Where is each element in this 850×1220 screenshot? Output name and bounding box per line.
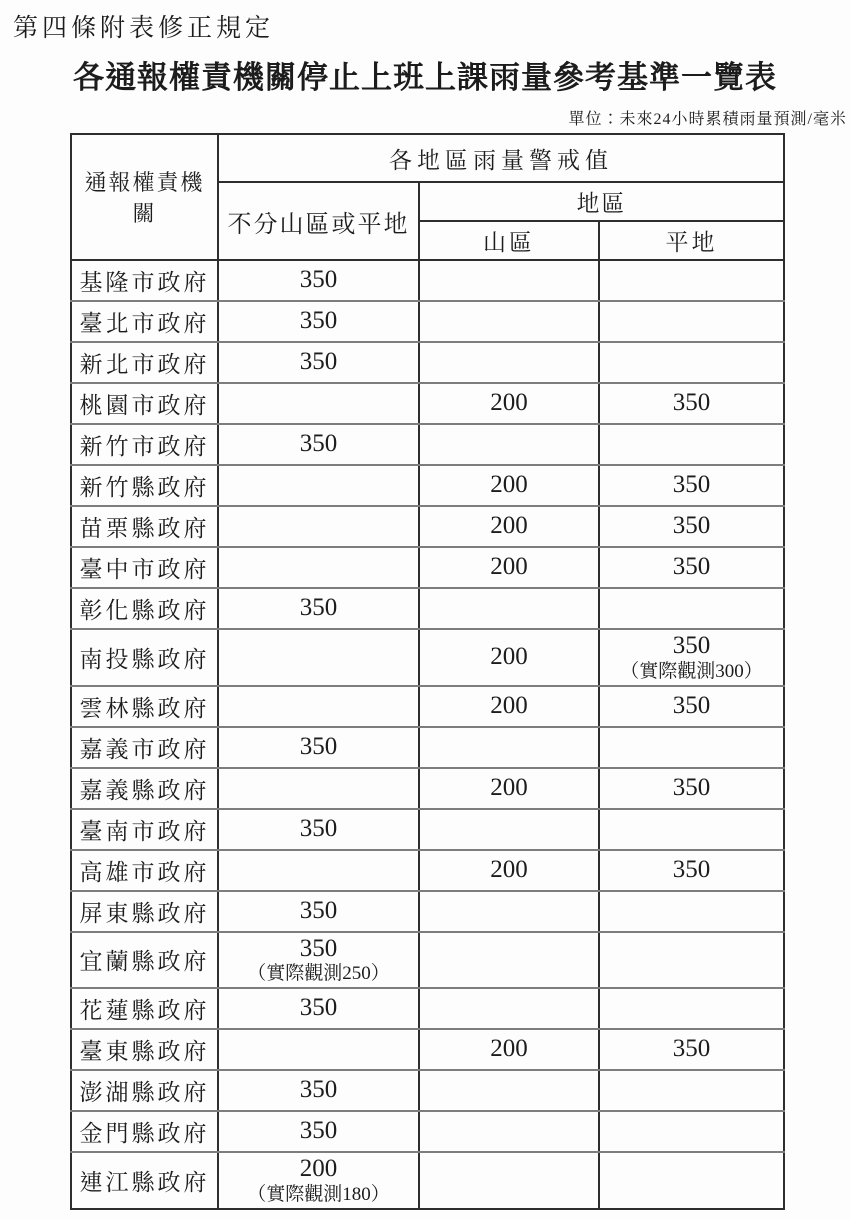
authority-name: 高雄市政府 [79, 859, 210, 885]
rain-value: 200 [490, 855, 528, 883]
authority-cell [71, 383, 218, 424]
authority-cell [71, 547, 218, 588]
rain-value: 350 [299, 896, 338, 924]
authority-name: 臺南市政府 [79, 818, 210, 844]
any-terrain-cell [218, 260, 419, 301]
any-terrain-cell [218, 588, 419, 629]
authority-cell [71, 809, 218, 850]
any-terrain-cell [218, 686, 419, 727]
rain-value: 350 [299, 307, 338, 335]
authority-name: 桃園市政府 [79, 393, 210, 418]
rain-value: 350 [299, 430, 338, 458]
rain-value: 350 [672, 512, 711, 540]
any-terrain-cell [218, 891, 419, 932]
header-any-terrain: 不分山區或平地 [218, 182, 419, 260]
mountain-cell [419, 1111, 599, 1152]
any-terrain-cell [218, 629, 419, 686]
plain-cell [599, 686, 784, 727]
authority-cell [71, 506, 218, 547]
authority-name: 臺中市政府 [79, 557, 210, 582]
rain-value: 200 [490, 642, 528, 670]
authority-cell [71, 932, 218, 989]
mountain-cell [419, 629, 599, 686]
any-terrain-cell [218, 424, 419, 465]
table-row [71, 629, 784, 686]
authority-cell [71, 629, 218, 686]
authority-cell [71, 891, 218, 932]
rain-value: 350 [299, 994, 338, 1022]
table-row [71, 342, 784, 383]
authority-name: 嘉義市政府 [79, 736, 210, 762]
mountain-cell [419, 850, 599, 891]
mountain-cell [419, 506, 599, 547]
unit-note: 單位：未來24小時累積雨量預測/毫米 [568, 111, 847, 128]
authority-cell [71, 342, 218, 383]
authority-cell [71, 727, 218, 768]
table-header [71, 134, 784, 260]
authority-cell [71, 588, 218, 629]
any-terrain-cell [218, 383, 419, 424]
rain-value: 200 [299, 1155, 338, 1183]
authority-name: 彰化縣政府 [79, 598, 210, 623]
authority-name: 基隆市政府 [79, 270, 210, 295]
plain-cell [599, 383, 784, 424]
any-terrain-cell [218, 988, 419, 1029]
table-row [71, 932, 784, 989]
table-body [71, 260, 784, 1209]
authority-cell [71, 768, 218, 809]
any-terrain-cell [218, 1111, 419, 1152]
plain-cell [599, 465, 784, 506]
rain-value: 350 [672, 1035, 711, 1063]
mountain-cell [419, 424, 599, 465]
authority-name: 新竹市政府 [79, 434, 210, 459]
any-terrain-cell [218, 301, 419, 342]
table-row [71, 1029, 784, 1070]
mountain-cell [419, 260, 599, 301]
any-terrain-cell [218, 850, 419, 891]
authority-name: 新北市政府 [79, 352, 210, 377]
rain-value: 200 [490, 773, 528, 801]
authority-cell [71, 301, 218, 342]
plain-cell [599, 809, 784, 850]
table-row [71, 727, 784, 768]
rain-value: 350 [672, 691, 711, 719]
mountain-cell [419, 342, 599, 383]
table-row [71, 588, 784, 629]
rain-value: 350 [672, 855, 711, 883]
article-heading: 第四條附表修正規定 [13, 15, 275, 42]
table-row [71, 301, 784, 342]
plain-cell [599, 301, 784, 342]
table-row [71, 1111, 784, 1152]
any-terrain-cell [218, 768, 419, 809]
rain-value: 350 [299, 814, 338, 842]
any-terrain-cell [218, 465, 419, 506]
authority-name: 新竹縣政府 [79, 475, 210, 500]
rain-value: 350 [672, 389, 711, 417]
plain-cell [599, 342, 784, 383]
mountain-cell [419, 465, 599, 506]
mountain-cell [419, 809, 599, 850]
rain-value: 350 [299, 266, 338, 294]
authority-name: 花蓮縣政府 [79, 998, 210, 1024]
plain-cell [599, 588, 784, 629]
table-row [71, 686, 784, 727]
rain-value: 350 [299, 934, 338, 962]
plain-cell [599, 506, 784, 547]
mountain-cell [419, 547, 599, 588]
observed-note: （實際觀測180） [247, 1183, 390, 1205]
authority-name: 南投縣政府 [79, 646, 210, 672]
mountain-cell [419, 1152, 599, 1209]
plain-cell [599, 260, 784, 301]
table-row [71, 1070, 784, 1111]
authority-name: 嘉義縣政府 [79, 777, 210, 803]
authority-name: 苗栗縣政府 [79, 516, 210, 541]
authority-cell [71, 988, 218, 1029]
authority-name: 雲林縣政府 [79, 695, 210, 721]
authority-name: 金門縣政府 [79, 1121, 210, 1147]
plain-cell [599, 850, 784, 891]
mountain-cell [419, 686, 599, 727]
mountain-cell [419, 301, 599, 342]
header-row-1 [71, 134, 784, 182]
table-row [71, 424, 784, 465]
plain-cell [599, 768, 784, 809]
rain-value: 350 [672, 553, 711, 581]
table-row [71, 465, 784, 506]
plain-cell [599, 932, 784, 989]
table-row [71, 506, 784, 547]
rain-value: 350 [299, 1117, 338, 1145]
plain-cell [599, 547, 784, 588]
header-warning-values: 各地區雨量警戒值 [218, 134, 784, 182]
table-row [71, 768, 784, 809]
mountain-cell [419, 768, 599, 809]
authority-cell [71, 424, 218, 465]
authority-cell [71, 850, 218, 891]
any-terrain-cell [218, 506, 419, 547]
mountain-cell [419, 1029, 599, 1070]
header-region: 地區 [419, 182, 784, 221]
table-row [71, 891, 784, 932]
rain-value: 200 [490, 691, 528, 719]
mountain-cell [419, 383, 599, 424]
plain-cell [599, 1152, 784, 1209]
rain-value: 200 [490, 1035, 528, 1063]
any-terrain-cell [218, 1070, 419, 1111]
rain-value: 350 [299, 1076, 338, 1104]
rain-value: 350 [299, 732, 338, 760]
mountain-cell [419, 588, 599, 629]
observed-note: （實際觀測250） [247, 963, 390, 985]
authority-cell [71, 1152, 218, 1209]
any-terrain-cell [218, 809, 419, 850]
any-terrain-cell [218, 1152, 419, 1209]
mountain-cell [419, 1070, 599, 1111]
authority-cell [71, 260, 218, 301]
rain-value: 200 [490, 389, 528, 417]
rain-value: 200 [490, 471, 528, 499]
rainfall-threshold-table [70, 133, 785, 1210]
table-row [71, 809, 784, 850]
plain-cell [599, 1070, 784, 1111]
rain-value: 350 [672, 773, 711, 801]
authority-name: 臺北市政府 [79, 311, 210, 336]
any-terrain-cell [218, 1029, 419, 1070]
authority-cell [71, 1029, 218, 1070]
header-authority: 通報權責機關 [71, 134, 218, 260]
plain-cell [599, 988, 784, 1029]
rain-value: 200 [490, 512, 528, 540]
plain-cell [599, 727, 784, 768]
rain-value: 200 [490, 553, 528, 581]
table-row [71, 1152, 784, 1209]
table-row [71, 850, 784, 891]
authority-cell [71, 465, 218, 506]
table-row [71, 988, 784, 1029]
plain-cell [599, 424, 784, 465]
table-row [71, 547, 784, 588]
header-plain: 平地 [599, 221, 784, 260]
mountain-cell [419, 891, 599, 932]
authority-cell [71, 1070, 218, 1111]
plain-cell [599, 1111, 784, 1152]
rain-value: 350 [672, 471, 711, 499]
authority-cell [71, 1111, 218, 1152]
any-terrain-cell [218, 727, 419, 768]
mountain-cell [419, 988, 599, 1029]
any-terrain-cell [218, 342, 419, 383]
observed-note: （實際觀測300） [620, 660, 763, 682]
rain-value: 350 [299, 348, 338, 376]
authority-name: 宜蘭縣政府 [79, 949, 210, 975]
plain-cell [599, 1029, 784, 1070]
rain-value: 350 [299, 594, 338, 622]
authority-name: 臺東縣政府 [79, 1039, 210, 1065]
authority-name: 連江縣政府 [79, 1169, 210, 1195]
table-row [71, 260, 784, 301]
table-row [71, 383, 784, 424]
authority-cell [71, 686, 218, 727]
plain-cell [599, 891, 784, 932]
plain-cell [599, 629, 784, 686]
rain-value: 350 [672, 632, 711, 659]
any-terrain-cell [218, 547, 419, 588]
header-mountain: 山區 [419, 221, 599, 260]
authority-name: 屏東縣政府 [79, 900, 210, 926]
page-title: 各通報權責機關停止上班上課雨量參考基準一覽表 [73, 60, 777, 95]
mountain-cell [419, 727, 599, 768]
mountain-cell [419, 932, 599, 989]
authority-name: 澎湖縣政府 [79, 1080, 210, 1106]
any-terrain-cell [218, 932, 419, 989]
